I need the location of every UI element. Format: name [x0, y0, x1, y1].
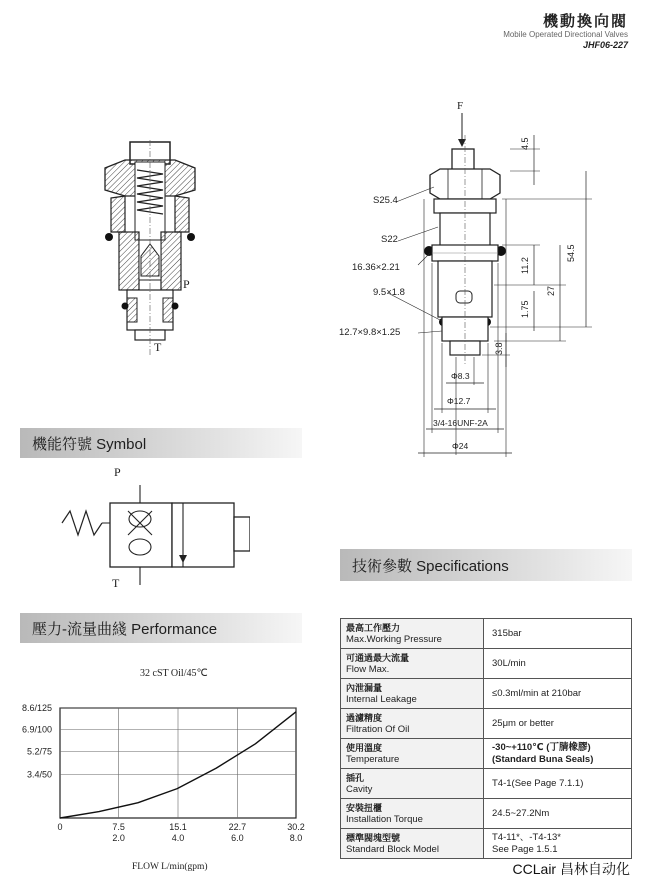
spec-label — [341, 679, 484, 709]
spec-label-zh: 可通過最大流量 — [346, 652, 410, 663]
spec-value — [484, 679, 632, 709]
chart-x-tick-label-gpm: 6.0 — [231, 833, 244, 843]
specs-section-header: 技術參數 Specifications — [340, 549, 632, 581]
watermark: CCLair 昌林自动化 — [512, 861, 630, 877]
spec-label-zh: 過濾精度 — [346, 712, 383, 723]
dim-54-5: 54.5 — [566, 244, 576, 262]
spec-value — [484, 619, 632, 649]
dim-dia-12-7: Φ12.7 — [447, 396, 471, 406]
dim-27: 27 — [546, 285, 556, 296]
spec-row — [341, 649, 632, 679]
spec-label-en: Temperature — [346, 753, 400, 765]
dim-1-75: 1.75 — [520, 300, 530, 318]
spec-label-en: Internal Leakage — [346, 693, 417, 705]
spec-table — [340, 618, 632, 859]
spec-label — [341, 619, 484, 649]
hydraulic-symbol — [60, 485, 250, 585]
callout-oring-2: 9.5×1.8 — [373, 287, 405, 298]
dim-dia-24: Φ24 — [452, 441, 469, 451]
callout-oring-1: 16.36×2.21 — [352, 262, 400, 273]
chart-x-label: FLOW L/min(gpm) — [132, 862, 208, 872]
spec-label — [341, 739, 484, 769]
performance-section-header: 壓力-流量曲綫 Performance — [20, 613, 302, 643]
spec-row — [341, 709, 632, 739]
callout-backup-ring: 12.7×9.8×1.25 — [339, 327, 401, 338]
dim-4-5: 4.5 — [520, 137, 530, 150]
section-port-t: T — [154, 340, 162, 354]
page-subtitle: Mobile Operated Directional Valves — [503, 30, 628, 39]
spec-value — [484, 649, 632, 679]
spec-label-zh: 使用溫度 — [346, 742, 383, 753]
spec-row — [341, 679, 632, 709]
spec-value — [484, 739, 632, 769]
spec-value-text: T4-11*、-T4-13* — [492, 831, 561, 843]
callout-s25: S25.4 — [373, 195, 398, 206]
spec-value-text-2: (Standard Buna Seals) — [492, 753, 594, 765]
dim-11-2: 11.2 — [520, 257, 530, 274]
spec-value-text-2: See Page 1.5.1 — [492, 843, 558, 855]
spec-value-text: 30L/min — [492, 657, 526, 669]
spec-value — [484, 709, 632, 739]
force-label: F — [457, 100, 464, 112]
symbol-section-header: 機能符號 Symbol — [20, 428, 302, 458]
callout-s22: S22 — [381, 234, 398, 245]
spec-value-text: 315bar — [492, 627, 522, 639]
spec-label-zh: 最高工作壓力 — [346, 622, 401, 633]
chart-x-tick-label-gpm: 8.0 — [289, 833, 303, 843]
dim-3-8: 3.8 — [494, 342, 504, 355]
chart-y-tick-label: 6.9/100 — [21, 724, 52, 735]
spec-label-zh: 內泄漏量 — [346, 682, 383, 693]
spec-row — [341, 619, 632, 649]
spec-row — [341, 799, 632, 829]
spec-label-zh: 標準閥塊型號 — [346, 832, 401, 843]
spec-row — [341, 829, 632, 859]
spec-label — [341, 829, 484, 859]
spec-row — [341, 739, 632, 769]
spec-label — [341, 709, 484, 739]
spec-label — [341, 649, 484, 679]
chart-x-tick-label: 7.5 — [112, 822, 125, 832]
dim-dia-8-3: Φ8.3 — [451, 371, 470, 381]
chart-y-tick-label: 5.2/75 — [26, 746, 52, 757]
spec-label-en: Filtration Of Oil — [346, 723, 410, 735]
chart-y-tick-label: 3.4/50 — [26, 769, 52, 780]
spec-label-zh: 安裝扭櫃 — [346, 802, 383, 813]
spec-label-en: Max.Working Pressure — [346, 633, 442, 645]
section-port-p: P — [183, 277, 190, 291]
spec-label — [341, 799, 484, 829]
symbol-port-p: P — [114, 465, 121, 479]
spec-label-en: Installation Torque — [346, 813, 423, 825]
chart-x-tick-label: 22.7 — [228, 822, 247, 832]
model-code: JHF06-227 — [582, 40, 628, 50]
spec-label-zh: 插孔 — [346, 772, 365, 783]
spec-value — [484, 769, 632, 799]
chart-x-tick-label: 30.2 — [287, 822, 305, 832]
chart-y-tick-label: 8.6/125 — [21, 703, 52, 713]
performance-chart — [0, 690, 320, 860]
dimension-drawing — [330, 95, 630, 465]
spec-value — [484, 829, 632, 859]
spec-label-en: Cavity — [346, 783, 373, 795]
chart-x-origin-label: 0 — [57, 822, 63, 832]
spec-row — [341, 769, 632, 799]
spec-value — [484, 799, 632, 829]
spec-value-text: 25μm or better — [492, 717, 554, 729]
spec-value-text: ≤0.3ml/min at 210bar — [492, 687, 582, 699]
spec-label-en: Standard Block Model — [346, 843, 439, 855]
chart-x-tick-label-gpm: 2.0 — [112, 833, 125, 843]
spec-label — [341, 769, 484, 799]
dim-thread: 3/4-16UNF-2A — [433, 418, 488, 428]
chart-x-tick-label-gpm: 4.0 — [171, 833, 185, 843]
spec-value-text: T4-1(See Page 7.1.1) — [492, 777, 584, 789]
chart-title: 32 cST Oil/45℃ — [140, 668, 208, 679]
symbol-port-t: T — [112, 576, 120, 590]
spec-value-text: 24.5~27.2Nm — [492, 807, 550, 819]
chart-x-tick-label: 15.1 — [169, 822, 187, 832]
spec-label-en: Flow Max. — [346, 663, 390, 675]
section-drawing — [95, 140, 215, 360]
page-title: 機動換向閥 — [542, 13, 628, 30]
spec-value-text: -30~+110℃ (丁腈橡膠) — [492, 741, 591, 753]
